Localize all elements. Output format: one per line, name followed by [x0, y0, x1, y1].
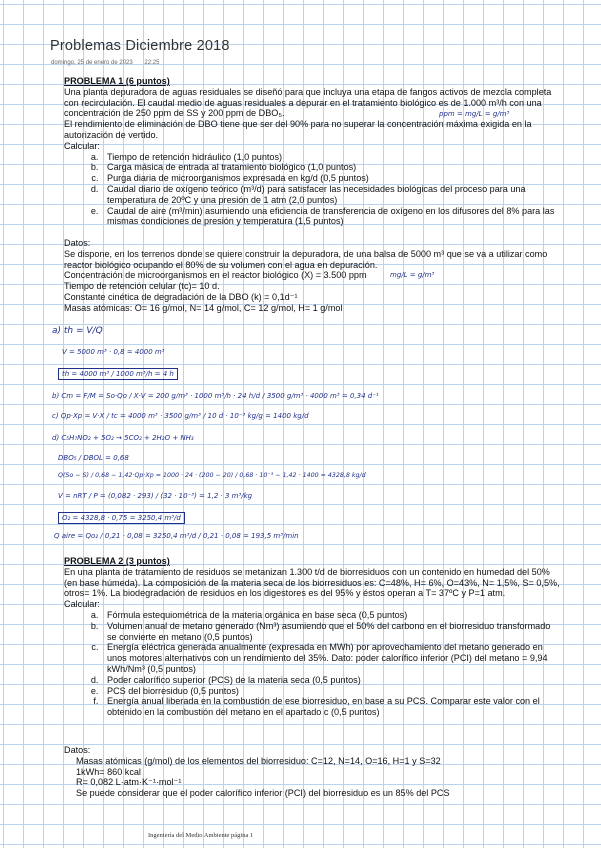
problem2-item-c: c. Energía eléctrica generada anualmente (expresada en MWh) por aprovechamiento del metano generado en unos motores alternativos con un rendimiento del 35%. Dato: poder calorífico inferior (PCI) del metano = 9,94 kWh/Nm³ (0,5 puntos) — [101, 642, 560, 674]
problem2-data-line: Masas atómicas (g/mol) de los elementos del biorresiduo: C=12, N=14, O=16, H=1 y S=32 — [76, 755, 441, 766]
solution-line: c) Qp·Xp = V·X / tc = 4000 m³ · 3500 g/m³ / 10 d · 10⁻³ kg/g = 1400 kg/d — [52, 412, 309, 420]
solution-line: DBO₅ / DBOL = 0,68 — [58, 454, 129, 462]
problem2-data-line: R= 0,082 L·atm·K⁻¹·mol⁻¹ — [76, 777, 182, 788]
problem2-heading: PROBLEMA 2 (3 puntos) — [64, 556, 170, 566]
date-text: domingo, 25 de enero de 2023 — [51, 60, 133, 66]
problem1-item-d: d. Caudal diario de oxígeno teórico (m³/d) para satisfacer las necesidades biológicas del proceso para una temperatura de 20ºC y una presión de 1 atm (2,0 puntos) — [101, 184, 560, 206]
page-date — [51, 60, 169, 66]
solution-line: Q(So − S) / 0,68 − 1,42·Qp·Xp = 1000 · 24 · (200 − 20) / 0,68 · 10⁻³ − 1,42 · 1400 = 4328,8 kg/d — [58, 472, 366, 479]
problem2-data-lines — [64, 756, 560, 799]
solution-line: th = 4000 m³ / 1000 m³/h = 4 h — [58, 368, 178, 380]
problem1-calc-label: Calcular: — [64, 140, 100, 151]
problem1-data-line: Se dispone, en los terrenos donde se quiere construir la depuradora, de una balsa de 5000 m³ que se va a utilizar como reactor biológico ocupando el 80% de su volumen con el agua en depuración. — [64, 248, 548, 270]
problem2-calc-label: Calcular: — [64, 599, 100, 610]
problem2-data-line: Se puede considerar que el poder calorífico inferior (PCI) del biorresiduo es un 85% del PCS — [76, 788, 450, 799]
page-title: Problemas Diciembre 2018 — [50, 38, 230, 54]
problem1-data-line: Tiempo de retención celular (tc)= 10 d. — [64, 281, 220, 292]
problem1-statement — [64, 76, 560, 227]
solution-line: d) C₅H₇NO₂ + 5O₂ → 5CO₂ + 2H₂O + NH₃ — [52, 434, 194, 442]
problem2-item-d: d. Poder calorífico superior (PCS) de la materia seca (0,5 puntos) — [101, 675, 560, 686]
solution-line: V = 5000 m³ · 0,8 = 4000 m³ — [62, 348, 165, 356]
solution-line: a) th = V/Q — [52, 326, 103, 336]
problem2-items — [64, 610, 560, 718]
problem2-item-f: f. Energía anual liberada en la combustión de ese biorresiduo, en base a su PCS. Comparar este valor con el obtenido en la combustión del metano en el apartado c (0,5 puntos) — [101, 696, 560, 718]
problem1-intro: Una planta depuradora de aguas residuales se diseñó para que incluya una etapa de fangos activos de mezcla completa con recirculación. El caudal medio de aguas residuales a depurar en el tratamiento biológico es de 1.000 m³/h con una concentración de 250 ppm de SS y 200 ppm de DBO₅. — [64, 86, 552, 119]
problem1-item-b: b. Carga másica de entrada al tratamiento biológico (1,0 puntos) — [101, 162, 560, 173]
problem2-item-a: a. Fórmula estequiométrica de la materia orgánica en base seca (0,5 puntos) — [101, 610, 560, 621]
problem1-item-e: e. Caudal de aire (m³/min) asumiendo una eficiencia de transferencia de oxígeno en los difusores del 8% para las mismas condiciones de presión y temperatura (1,5 puntos) — [101, 206, 560, 228]
solution-line: O₂ = 4328,8 · 0,75 = 3250,4 m³/d — [58, 512, 185, 524]
problem1-items — [64, 152, 560, 228]
problem2-data — [64, 745, 560, 799]
solution-line: b) Cm = F/M = So·Qo / X·V = 200 g/m³ · 1000 m³/h · 24 h/d / 3500 g/m³ · 4000 m³ = 0,34 d⁻¹ — [52, 392, 379, 400]
problem2-item-b: b. Volumen anual de metano generado (Nm³) asumiendo que el 50% del carbono en el biorresiduo transformado se convierte en metano (0,5 puntos) — [101, 621, 560, 643]
page-footer: Ingeniería del Medio Ambiente página 1 — [148, 832, 254, 839]
ppm-conversion-note-2: mg/L = g/m³ — [390, 271, 435, 279]
problem1-data — [64, 238, 560, 314]
problem1-data-line: Concentración de microorganismos en el reactor biológico (X) = 3.500 ppm — [64, 270, 367, 281]
problem1-item-a: a. Tiempo de retención hidráulico (1,0 puntos) — [101, 152, 560, 163]
solution-line: V = nRT / P = (0,082 · 293) / (32 · 10⁻³) = 1,2 · 3 m³/kg — [58, 492, 253, 500]
problem2-item-e: e. PCS del biorresiduo (0,5 puntos) — [101, 686, 560, 697]
problem1-data-line: Constante cinética de degradación de la DBO (k) = 0,1d⁻¹ — [64, 291, 298, 302]
problem1-data-line: Masas atómicas: O= 16 g/mol, N= 14 g/mol, C= 12 g/mol, H= 1 g/mol — [64, 302, 343, 313]
problem1-heading: PROBLEMA 1 (6 puntos) — [64, 76, 170, 86]
problem2-data-label: Datos: — [64, 745, 91, 755]
time-text: 22:25 — [144, 60, 160, 66]
problem2-intro: En una planta de tratamiento de residuos se metanizan 1.300 t/d de biorresiduos con un contenido en humedad del 50% (en base húmeda). La composición de la materia seca de los biorresiduos es: C=48%, H= 6%, O=43%, N= 1,5%, S= 0,5%, otros= 1%. La biodegradación de residuos en los digestores es del 95% y éstos operan a T= 37ºC y P=1 atm. — [64, 566, 560, 599]
problem2-statement — [64, 556, 560, 718]
problem1-item-c: c. Purga diaria de microorganismos expresada en kg/d (0,5 puntos) — [101, 173, 560, 184]
solution-line: Q aire = Qo₂ / 0,21 · 0,08 = 3250,4 m³/d / 0,21 · 0,08 = 193,5 m³/min — [54, 532, 299, 540]
problem1-intro2: El rendimiento de eliminación de DBO tiene que ser del 90% para no superar la concentración máxima exigida en la autorización de vertido. — [64, 119, 532, 140]
problem2-data-line: 1kWh= 860 kcal — [76, 766, 141, 777]
ppm-conversion-note: ppm = mg/L = g/m³ — [439, 110, 510, 118]
problem1-data-label: Datos: — [64, 238, 91, 248]
